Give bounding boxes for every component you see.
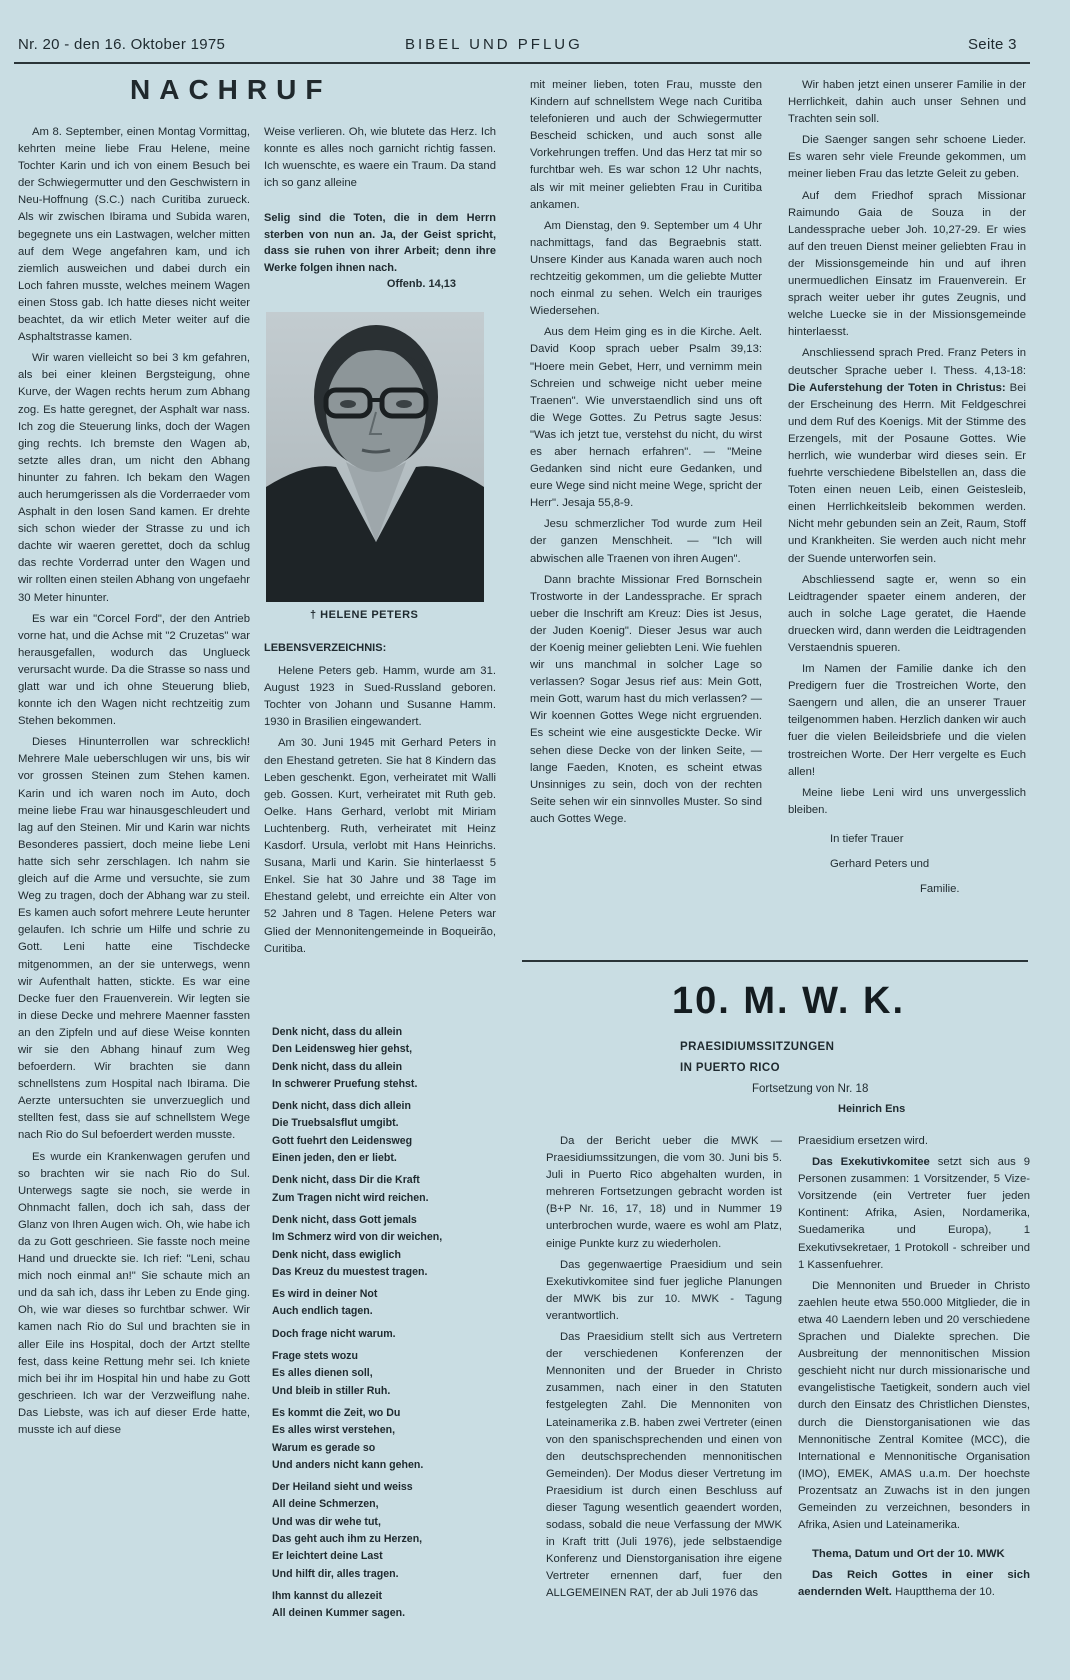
nachruf-column-4 [788,77,1026,902]
poem-line: Auch endlich tagen. [272,1305,373,1318]
paragraph [798,1567,1030,1601]
signoff-line: In tiefer Trauer [830,832,904,845]
bold-lead: Das Reich Gottes in einer sich aendernden Welt. [798,1569,1030,1599]
text-span: Hauptthema der 10. [895,1586,995,1599]
page-number: Seite 3 [968,36,1017,53]
poem-line: Es wird in deiner Not [272,1288,378,1301]
poem-line: Die Truebsalsflut umgibt. [272,1117,399,1130]
nachruf-column-1 [18,124,250,1439]
paragraph: Am 30. Juni 1945 mit Gerhard Peters in den Ehestand getreten. Sie hat 8 Kindern das Leben geschenkt. Egon, verheiratet mit Walli geb. Gossen. Kurt, verheiratet mit Ruth geb. Oelke. Hans Gerhard, verlobt mit Miriam Luchtenberg. Ruth, verheiratet mit Heinz Kasdorf. Ursula, verlobt mit Hans Heinrichs. Susana, Marli und Karin. Sie hinterlaesst 5 Enkel. Sie hat 30 Jahre und 38 Tage im Ehestand gelebt, und erreichte ein Alter von 52 Jahren und 8 Tagen. Helene Peters war Glied der Mennonitengemeinde in Boqueirão, Curitiba. [264,737,496,955]
poem-stanza [272,1479,492,1583]
poem-line: Denk nicht, dass Gott jemals [272,1213,417,1226]
poem-stanza [272,1348,492,1400]
poem-stanza [272,1212,492,1281]
paragraph: Es wurde ein Krankenwagen gerufen und so brachten wir sie nach Rio do Sul. Unterwegs sagte sie noch, sie werde in Ohnmacht fallen, doch ich sah, dass der Glanz von Ihren Augen wich. Oh, wie habe ich da zu Gott geschrieen. Sie fasste noch meine Hand und drueckte sie. Ich rief: "Leni, schau mich noch einmal an!" Sie schaute mich an und da sah ich, dass ihr Leben zu Ende ging. Oh, wie war dieses so furchtbar schwer. Wir kamen nach Rio do Sul und brachten sie in aller Eile ins Hospital, doch der Artzt stellte fest, dass keine Rettung mehr sei. Ich kniete mich bei ihr im Hospital hin und habe zu Gott geschrieen. Ich war der Verzweiflung nahe. Das Liebste, was ich auf dieser Erde hatte, musste ich auf diese [18,1150,250,1437]
poem-line: Denk nicht, dass Dir die Kraft [272,1174,420,1187]
poem-line: Das Kreuz du muestest tragen. [272,1265,428,1278]
poem-line: Und was dir wehe tut, [272,1515,381,1528]
poem-line: All deine Schmerzen, [272,1498,379,1511]
subtitle-line: IN PUERTO RICO [680,1062,780,1074]
poem-line: Warum es gerade so [272,1441,376,1454]
poem-line: Im Schmerz wird von dir weichen, [272,1231,443,1244]
signoff [788,827,1026,902]
paragraph [798,1154,1030,1274]
poem-line: Gott fuehrt den Leidensweg [272,1134,413,1147]
text-span: setzt sich aus 9 Personen zusammen: 1 Vorsitzender, 5 Vize-Vorsitzende (ein Vertreter fuer jeden Kontinent: Afrika, Asien, Nordamerika, Suedamerika und Europa), 1 Exekutivsekretaer, 1 Protokoll - schreiber und 1 Kassenfuehrer. [798,1156,1031,1271]
sermon-topic: Die Auferstehung der Toten in Christus: [788,381,1006,394]
newspaper-name: BIBEL UND PFLUG [405,36,583,53]
signoff-line: Gerhard Peters und [830,857,930,870]
poem-line: Der Heiland sieht und weiss [272,1481,413,1494]
mwk-column-a [546,1133,782,1603]
poem-line: Und hilft dir, alles tragen. [272,1567,399,1580]
poem-stanza [272,1405,492,1474]
mwk-column-b [798,1133,1030,1601]
paragraph: Das gegenwaertige Praesidium und sein Exekutivkomitee sind fuer jegliche Planungen der MWK bis zur 10. MWK - Tagung verantwortlich. [546,1258,782,1322]
mwk-subtitle [680,1037,834,1079]
paragraph: Dieses Hinunterrollen war schrecklich! Mehrere Male ueberschlugen wir uns, bis wir vor grossen Steinen zum Stehen kamen. Karin und ich waren noch im Auto, doch meine liebe Frau war hinausgeschleudert und lag auf den Steinen. Mir und Karin war nichts Besonderes passiert, doch meine liebe Leni hatte sich sehr zerschlagen. Ich nahm sie gleich auf die Arme und versuchte, sie zum Weg zu tragen, doch der Abhang war zu steil. Es kamen auch sofort mehrere Leute herunter gelaufen. Ich schrie um Hilfe und schrie zu Gott. Leni hatte eine Tischdecke mitgenommen, an der sie unterwegs, wenn wir Aufenthalt hatten, stickte. Es war eine Decke fuer den Frauenverein. Wir legten sie in diese Decke und mehrere Maenner fassten an den Zipfeln und auf diese Weise konnten wir sie den Abhang hinauf zum Weg befoerdern. Wir brachten sie dann schnellstens zum Hospital nach Ibirama. Die Aerzte untersuchten sie unverzueglich und stellten fest, dass sie auf schnellstem Wege nach Rio do Sul befoerdert werden musste. [18,736,250,1142]
lebens-heading: LEBENSVERZEICHNIS: [264,642,387,654]
paragraph [788,345,1026,567]
poem-line: Es alles wirst verstehen, [272,1424,396,1437]
photo-caption: † HELENE PETERS [310,609,419,621]
poem-line: Denk nicht, dass dich allein [272,1100,411,1113]
nachruf-title: NACHRUF [130,74,332,105]
poem-line: Es kommt die Zeit, wo Du [272,1406,401,1419]
poem-stanza [272,1326,492,1343]
bible-verse: Selig sind die Toten, die in dem Herrn sterben von nun an. Ja, der Geist spricht, dass sie ruhen von ihrer Arbeit; denn ihre Werke folgen ihnen nach. [264,212,496,274]
paragraph: Abschliessend sagte er, wenn so ein Leidtragender spaeter einem anderen, der auch in solche Lage geratet, die Haende druecken wird, dann werden die Leidtragenden Verstaendnis spueren. [788,573,1026,654]
paragraph: Die Saenger sangen sehr schoene Lieder. Es waren sehr viele Freunde gekommen, um meiner lieben Frau das letzte Geleit zu geben. [788,134,1026,181]
paragraph: Dann brachte Missionar Fred Bornschein Trostworte in der Landessprache. Er sprach ueber die Inschrift am Kreuz: Dies ist Jesus, der Juden Koenig". Dieser Jesus war auch der Koenig meiner geliebten Leni. Wie fuehlen wir uns manchmal in solcher Lage so verlassen? Sogar Jesus rief aus: Mein Gott, mein Gott, warum hast du mich verlassen? — Wir koennen Gottes Wege nicht ergruenden. Es scheint wie eine ausgestickte Decke. Wir sehen diese Decke von der linken Seite, — lange Faeden, Knoten, es scheint etwas Unsinniges zu sein, doch von der rechten Seite sehen wir ein sinnvolles Muster. So sind auch Gottes Wege. [530,573,762,825]
portrait-illustration [266,312,484,602]
poem-line: Das geht auch ihm zu Herzen, [272,1533,423,1546]
paragraph: Meine liebe Leni wird uns unvergesslich bleiben. [788,786,1026,816]
header-rule [14,62,1030,64]
paragraph: Am Dienstag, den 9. September um 4 Uhr nachmittags, fand das Begraebnis statt. Unsere Kinder aus Kanada waren auch noch rechtzeitig gekommen, um die geliebte Mutter noch einmal zu sehen. Welch ein trauriges Wiedersehen. [530,219,762,318]
paragraph: Weise verlieren. Oh, wie blutete das Herz. Ich konnte es alles noch garnicht richtig fassen. Ich wuenschte, es waere ein Traum. Da stand ich so ganz alleine [264,126,496,190]
paragraph: Wir haben jetzt einen unserer Familie in der Herrlichkeit, dahin auch unser Sehnen und Trachten sein soll. [788,79,1026,126]
poem-stanza [272,1098,492,1167]
poem-line: Den Leidensweg hier gehst, [272,1043,413,1056]
paragraph: Aus dem Heim ging es in die Kirche. Aelt. David Koop sprach ueber Psalm 39,13: "Hoere mein Gebet, Herr, und vernimm mein Schreien und schweige nicht ueber meine Traenen". Wie unverstaendlich sind uns oft die Wege Gottes. Zu Petrus sagte Jesus: "Was ich jetzt tue, verstehst du nicht, du wirst es aber hernach erfahren". — "Meine Gedanken sind nicht eure Gedanken, und eure Wege sind nicht meine Wege, spricht der Herr". Jesaja 55,8-9. [530,326,762,510]
paragraph: Am 8. September, einen Montag Vormittag, kehrten meine liebe Frau Helene, meine Tochter Karin und ich von einem Besuch bei der Schwiegermutter und den Geschwistern in Neu-Hoffnung (S.C.) nach Curitiba zurueck. Als wir zwischen Ibirama und Subida waren, begegnete uns ein Lastwagen, welcher mitten auf dem Wege angefahren kam, und ich ziemlich ausweichen und dabei durch ein Loch fahren musste, welches meinem Wagen einen Stoss gab. Ich hatte dieses nicht weiter beachtet, da wir etlich Meter weiter auf die Asphaltstrasse kamen. [18,126,250,344]
bible-reference: Offenb. 14,13 [386,278,456,291]
nachruf-column-2 [264,124,496,293]
lebensverzeichnis [264,640,496,958]
paragraph: Praesidium ersetzen wird. [798,1135,928,1147]
text-span: Anschliessend sprach Pred. Franz Peters in deutscher Sprache ueber I. Thess. 4,13-18: [788,347,1026,377]
poem-line: Und anders nicht kann gehen. [272,1458,424,1471]
poem-line: Es alles dienen soll, [272,1367,373,1380]
poem-stanza [272,1286,492,1321]
paragraph: Die Mennoniten und Brueder in Christo zaehlen heute etwa 550.000 Mitglieder, die in etwa 40 Laendern leben und 20 verschiedene Sprachen und Dialekte sprechen. Die Ausbreitung der mennonitischen Mission geschieht nicht nur durch missionarische und evangelistische Taetigkeit, sondern auch viel durch den Einsatz des Christlichen Dienstes, durch die Dienstorganisationen wie das Mennonitische Zentral Komitee (MCC), die International e Mennonitische Organisation (IMO), EMEK, AMAS u.a.m. Der hoechste Prozentsatz an Zuwachs ist in den jungen Gemeinden zu verzeichnen, besonders in Afrika, Asien und Lateinamerika. [798,1279,1030,1532]
paragraph: Da der Bericht ueber die MWK — Praesidiumssitzungen, die vom 30. Juni bis 5. Juli in Puerto Rico abgehalten wurden, in mehreren Fortsetzungen gebracht worden ist (B+P Nr. 16, 17, 18) und in Nummer 19 unterbrochen wurde, waere es wohl am Platz, einige Punkte kurz zu wiederholen. [546,1135,782,1250]
paragraph: Helene Peters geb. Hamm, wurde am 31. August 1923 in Sued-Russland geboren. Tochter von Johann und Susanne Hamm. 1930 in Brasilien eingewandert. [264,665,496,729]
nachruf-column-3 [530,77,762,828]
portrait-photo [266,312,484,602]
issue-date: Nr. 20 - den 16. Oktober 1975 [18,36,226,53]
author: Heinrich Ens [838,1103,906,1115]
mwk-title: 10. M. W. K. [672,980,906,1022]
poem-line: Er leichtert deine Last [272,1550,383,1563]
poem-line: Ihm kannst du allezeit [272,1589,383,1602]
paragraph: Es war ein "Corcel Ford", der den Antrieb vorne hat, und die Achse mit "2 Cruzetas" war herausgefallen, wodurch das Unglueck verursacht wurde. Da die Strasse so nass und glatt war und ich ohne Steuerung blieb, konnte ich den Wagen nicht rechtzeitig zum Stehen bekommen. [18,612,250,728]
poem-stanza [272,1172,492,1207]
poem-line: Doch frage nicht warum. [272,1327,396,1340]
poem-line: Denk nicht, dass ewiglich [272,1248,401,1261]
subtitle-line: PRAESIDIUMSSITZUNGEN [680,1041,835,1053]
paragraph: Im Namen der Familie danke ich den Predigern fuer die Trostreichen Worte, den Saengern und allen, die an unserer Trauer teilgenommen haben. Herzlich danken wir auch fuer die vielen Beileidsbriefe und die vielen trostreichen Worte. Der Herr vergelte es Euch allen! [788,663,1026,778]
poem [272,1024,492,1628]
poem-line: Denk nicht, dass du allein [272,1026,403,1038]
poem-line: Einen jeden, den er liebt. [272,1152,397,1165]
paragraph: Wir waren vielleicht so bei 3 km gefahren, als bei einer kleinen Bergsteigung, ohne Kurve, der Wagen rechts herum zum Abhang zog. Es hatte geregnet, der Asphalt war nass. Ich zog die Steuerung links, doch der Wagen ging rechts. Ich bremste den Wagen ab, setzte alles dran, um nicht den Abhang hinunter zu fahren. Ich bekam den Wagen auch herumgerissen als die Vorderraeder vom Asphalt in den losen Sand kamen. Er drehte sich schon wieder der Strasse zu und ich dachte wir waeren gerettet, doch da schlug das rechte Vorderrad unter den Wagen und wir rollten einen steilen Abhang von ungefaehr 30 Meter hinunter. [18,352,250,604]
poem-stanza [272,1588,492,1623]
poem-line: Zum Tragen nicht wird reichen. [272,1191,429,1204]
bold-lead: Thema, Datum und Ort der 10. MWK [812,1548,1005,1561]
poem-line: In schwerer Pruefung stehst. [272,1077,418,1090]
poem-stanza [272,1024,492,1093]
poem-line: Und bleib in stiller Ruh. [272,1384,391,1397]
bold-lead: Das Exekutivkomitee [812,1156,930,1169]
poem-line: Frage stets wozu [272,1350,358,1363]
section-divider [522,960,1028,962]
paragraph [798,1546,1030,1563]
text-span: Bei der Erscheinung des Herrn. Mit Feldgeschrei und dem Ruf des Koenigs. Mit der Stimme des Erzengels, mit der Posaune Gottes. Wie herrlich, wie wunderbar wird dieses sein. Er fuehrte verschiedene Bibelstellen an, dass die Toten einen neuen Leib, einen Geistesleib, einen Herrlichkeitsleib bekommen werden. Nicht mehr gebunden sein an Zeit, Raum, Stoff und Krankheiten. Sie werden auch nicht mehr der Suende unterworfen sein. [788,381,1026,565]
continuation-note: Fortsetzung von Nr. 18 [752,1083,869,1095]
paragraph: Das Praesidium stellt sich aus Vertretern der verschiedenen Konferenzen der Mennoniten und der Brueder in Christo zusammen, nach einer in den Statuten festgelegten Zahl. Die Mennoniten von Lateinamerika z.B. haben zwei Vertreter (einen von den spanischsprechenden und einen von den deutschsprechenden mennonitischen Gemeinden). Der Modus dieser Vertretung im Praesidium ist durch einen Beschluss auf dieser Tagung wesentlich geaendert worden, sodass, sobald die neue Verfassung der MWK in Kraft tritt (Juli 1976), jede selbstaendige Konferenz und Dienstorganisation ihre eigene Vertreter ernennen darf, fuer den ALLGEMEINEN RAT, der ab Juli 1976 das [546,1331,782,1600]
paragraph: Jesu schmerzlicher Tod wurde zum Heil der ganzen Menschheit. — "Ich will abwischen alle Traenen von ihren Augen". [530,518,762,565]
poem-line: All deinen Kummer sagen. [272,1607,406,1620]
paragraph: Auf dem Friedhof sprach Missionar Raimundo Gaia de Souza in der Landessprache ueber Joh. 10,27-29. Er wies auf den treuen Dienst meiner geliebten Frau in der Missionsgemeinde hin und auf ihren unermuedlichen Einsatz im Frauenverein. Er sprach weiter ueber ihr gutes Zeugnis, und welche Luecke sie in der Missionsgemeinde hinterlaesst. [788,189,1026,339]
poem-line: Denk nicht, dass du allein [272,1060,403,1073]
signoff-line: Familie. [920,882,960,895]
paragraph: mit meiner lieben, toten Frau, musste den Kindern auf schnellstem Wege nach Curitiba telefonieren und auch der Schwiegermutter Bescheid schicken, und auch sonst alle Vorkehrungen treffen. Und das Herz tat mir so furchtbar weh. Es war schon 12 Uhr nachts, als wir mit meiner geliebten Frau in Curitiba ankamen. [530,79,762,211]
